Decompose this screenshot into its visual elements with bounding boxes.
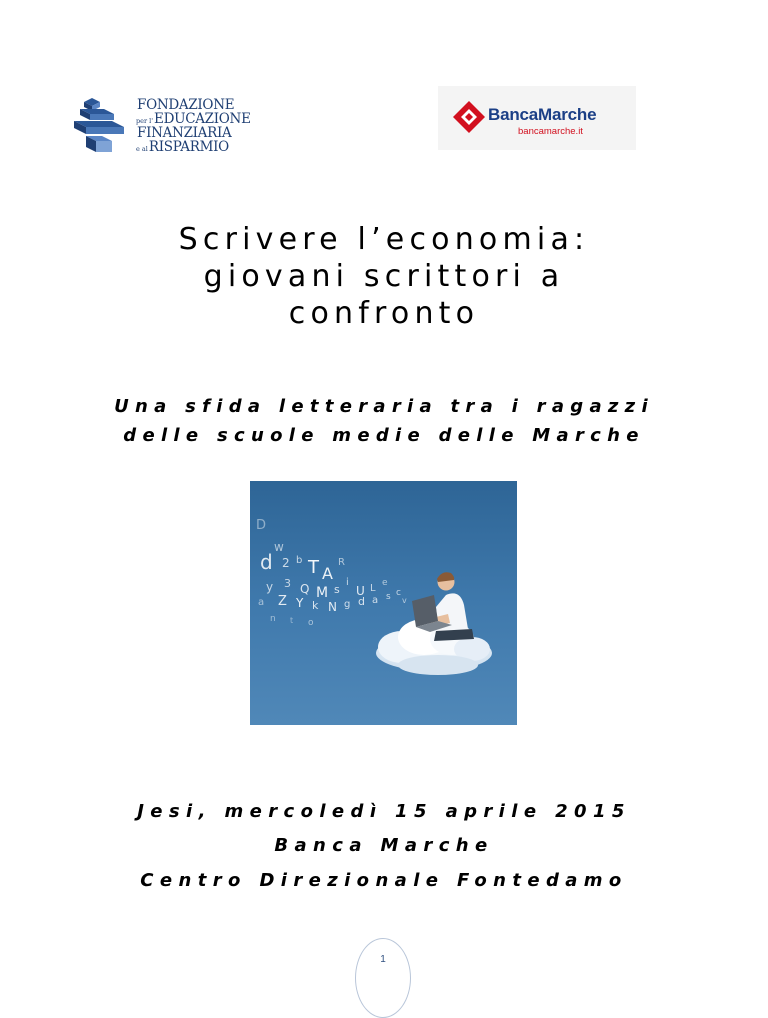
- svg-text:Z: Z: [278, 594, 287, 609]
- title-line: giovani scrittori a: [203, 259, 565, 294]
- feduf-wordmark: [136, 99, 251, 155]
- feduf-line: FINANZIARIA: [137, 125, 232, 141]
- title-line: Scrivere l’economia:: [178, 222, 590, 257]
- red-diamond-icon: [452, 100, 486, 134]
- writer-on-cloud-illustration: [250, 481, 517, 725]
- document-title: [0, 221, 768, 332]
- svg-text:b: b: [296, 555, 303, 566]
- svg-text:d: d: [260, 550, 273, 574]
- svg-text:g: g: [344, 599, 351, 610]
- svg-text:d: d: [358, 595, 365, 608]
- document-subtitle: [0, 392, 768, 450]
- svg-text:v: v: [402, 596, 407, 605]
- svg-text:U: U: [356, 584, 365, 598]
- svg-text:c: c: [396, 588, 401, 598]
- sky-background: [250, 481, 517, 725]
- svg-text:y: y: [266, 580, 274, 594]
- svg-text:s: s: [386, 592, 391, 602]
- svg-text:N: N: [328, 600, 337, 614]
- svg-text:T: T: [308, 557, 319, 578]
- svg-text:n: n: [270, 614, 276, 624]
- svg-text:L: L: [370, 583, 376, 594]
- svg-text:A: A: [322, 564, 333, 583]
- event-place: Centro Direzionale Fontedamo: [140, 870, 628, 891]
- svg-text:s: s: [334, 583, 340, 596]
- banca-marche-logo: [438, 86, 636, 150]
- svg-text:t: t: [290, 616, 294, 625]
- banca-marche-name: BancaMarche: [488, 105, 597, 124]
- svg-text:a: a: [372, 595, 379, 606]
- page-number: 1: [380, 954, 386, 965]
- banca-marche-url: bancamarche.it: [518, 126, 583, 137]
- svg-text:R: R: [338, 557, 345, 568]
- stacked-blocks-icon: [74, 96, 136, 154]
- svg-text:k: k: [312, 599, 319, 612]
- title-line: confronto: [288, 296, 480, 331]
- feduf-line: per l'EDUCAZIONE: [136, 111, 251, 127]
- svg-text:w: w: [274, 540, 284, 554]
- svg-text:o: o: [308, 618, 314, 628]
- feduf-logo: [74, 96, 264, 154]
- subtitle-line: Una sfida letteraria tra i ragazzi: [114, 396, 654, 417]
- svg-text:2: 2: [282, 556, 290, 570]
- svg-text:M: M: [316, 585, 329, 601]
- svg-text:a: a: [258, 597, 265, 608]
- svg-text:e: e: [382, 578, 388, 588]
- feduf-line: FONDAZIONE: [137, 97, 235, 113]
- event-date: Jesi, mercoledì 15 aprile 2015: [137, 801, 631, 822]
- subtitle-line: delle scuole medie delle Marche: [123, 425, 645, 446]
- svg-text:3: 3: [284, 577, 291, 590]
- svg-text:Q: Q: [300, 582, 310, 596]
- page-number-badge: [355, 938, 411, 1018]
- feduf-line: e alRISPARMIO: [136, 139, 229, 155]
- svg-text:Y: Y: [296, 596, 304, 610]
- svg-text:D: D: [256, 518, 267, 533]
- svg-text:i: i: [346, 577, 349, 588]
- event-venue: Banca Marche: [274, 835, 494, 856]
